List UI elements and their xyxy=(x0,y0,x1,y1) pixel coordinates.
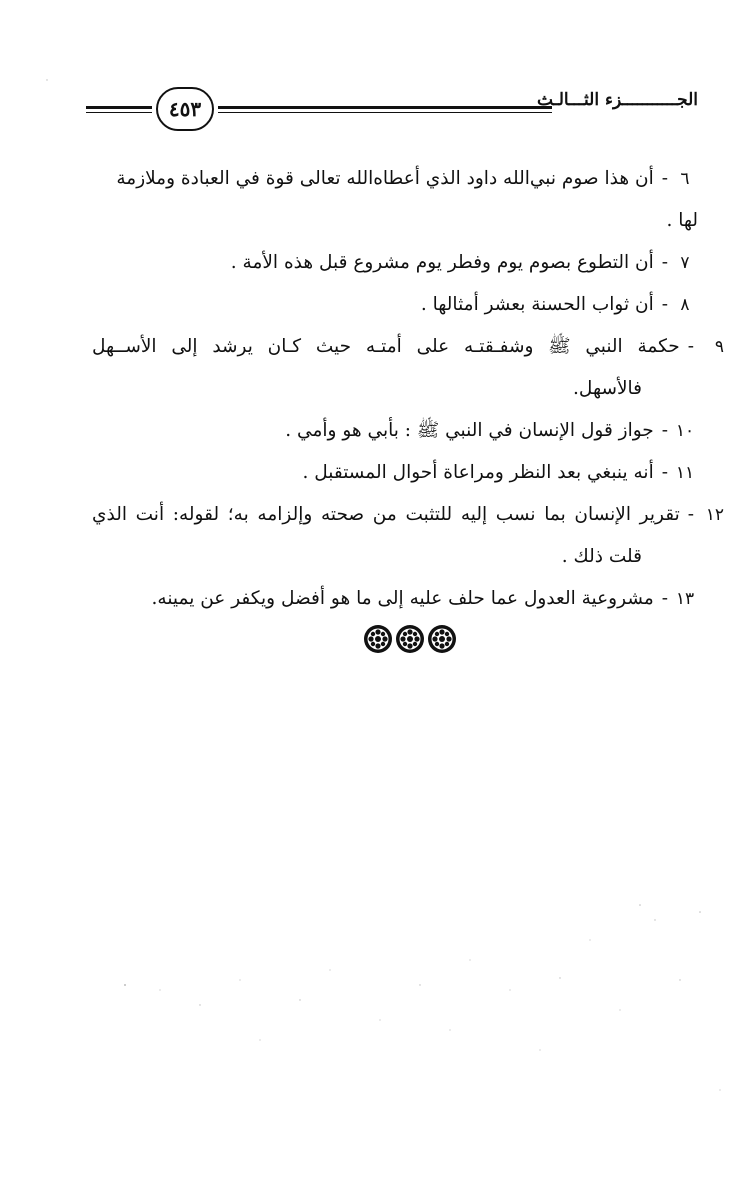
item-number: ٨ xyxy=(680,295,690,315)
section-end-ornament xyxy=(362,623,458,655)
item-number: ٦ xyxy=(680,169,690,189)
list-item: ١١-أنه ينبغي بعد النظر ومراعاة أحوال المستقبل . xyxy=(92,452,698,494)
list-item-continuation xyxy=(92,368,698,410)
item-text: حكمة النبي ﷺ وشفـقتـه على أمتـه حيث كـان يرشد إلى الأســهل xyxy=(92,336,680,357)
item-number: ١٠ xyxy=(675,421,695,441)
item-number: ١١ xyxy=(675,463,695,483)
item-text: جواز قول الإنسان في النبي ﷺ : بأبي هو وأمي . xyxy=(285,420,654,441)
item-text: أنه ينبغي بعد النظر ومراعاة أحوال المستقبل . xyxy=(302,462,654,483)
running-header-title: الجـــــــــــزء الثـــالـث xyxy=(537,90,698,110)
item-text: مشروعية العدول عما حلف عليه إلى ما هو أفضل ويكفر عن يمينه. xyxy=(151,588,654,609)
list-item: ٦-أن هذا صوم نبي‌الله داود الذي أعطاه‌الله تعالى قوة في العبادة وملازمة لها . xyxy=(92,158,698,242)
item-text-continuation: فالأسهل. xyxy=(573,378,642,399)
header-rule-left xyxy=(86,106,152,109)
header-rule-left-thin xyxy=(86,112,152,113)
item-text: تقرير الإنسان بما نسب إليه للتثبت من صحته وإلزامه به؛ لقوله: أنت الذي xyxy=(92,504,680,525)
list-item: ٧-أن التطوع بصوم يوم وفطر يوم مشروع قبل هذه الأمة . xyxy=(92,242,698,284)
item-number: ٧ xyxy=(680,253,690,273)
floral-ornament-icon xyxy=(364,625,392,653)
list-item-continuation xyxy=(92,536,698,578)
list-item: ٩-حكمة النبي ﷺ وشفـقتـه على أمتـه حيث كـان يرشد إلى الأســهل xyxy=(92,326,724,368)
header-rule-right-thin xyxy=(218,112,552,113)
item-text: أن هذا صوم نبي‌الله داود الذي أعطاه‌الله تعالى قوة في العبادة وملازمة لها . xyxy=(116,168,698,231)
page-number: ٤٥٣ xyxy=(168,97,202,121)
list-item: ١٠-جواز قول الإنسان في النبي ﷺ : بأبي هو وأمي . xyxy=(92,410,698,452)
item-number: ٩ xyxy=(714,337,724,357)
floral-ornament-icon xyxy=(396,625,424,653)
header-rule-right xyxy=(218,106,552,109)
list-item: ١٣-مشروعية العدول عما حلف عليه إلى ما هو أفضل ويكفر عن يمينه. xyxy=(92,578,698,620)
item-number: ١٢ xyxy=(705,505,724,525)
item-text: أن التطوع بصوم يوم وفطر يوم مشروع قبل هذه الأمة . xyxy=(230,252,654,273)
benefits-list xyxy=(92,158,724,620)
item-text-continuation: قلت ذلك . xyxy=(561,546,642,567)
item-text: أن ثواب الحسنة بعشر أمثالها . xyxy=(420,294,654,315)
page-number-frame xyxy=(156,87,214,131)
floral-ornament-icon xyxy=(428,625,456,653)
page-header xyxy=(86,84,698,140)
list-item: ٨-أن ثواب الحسنة بعشر أمثالها . xyxy=(92,284,698,326)
item-number: ١٣ xyxy=(675,589,695,609)
list-item: ١٢-تقرير الإنسان بما نسب إليه للتثبت من صحته وإلزامه به؛ لقوله: أنت الذي xyxy=(92,494,724,536)
